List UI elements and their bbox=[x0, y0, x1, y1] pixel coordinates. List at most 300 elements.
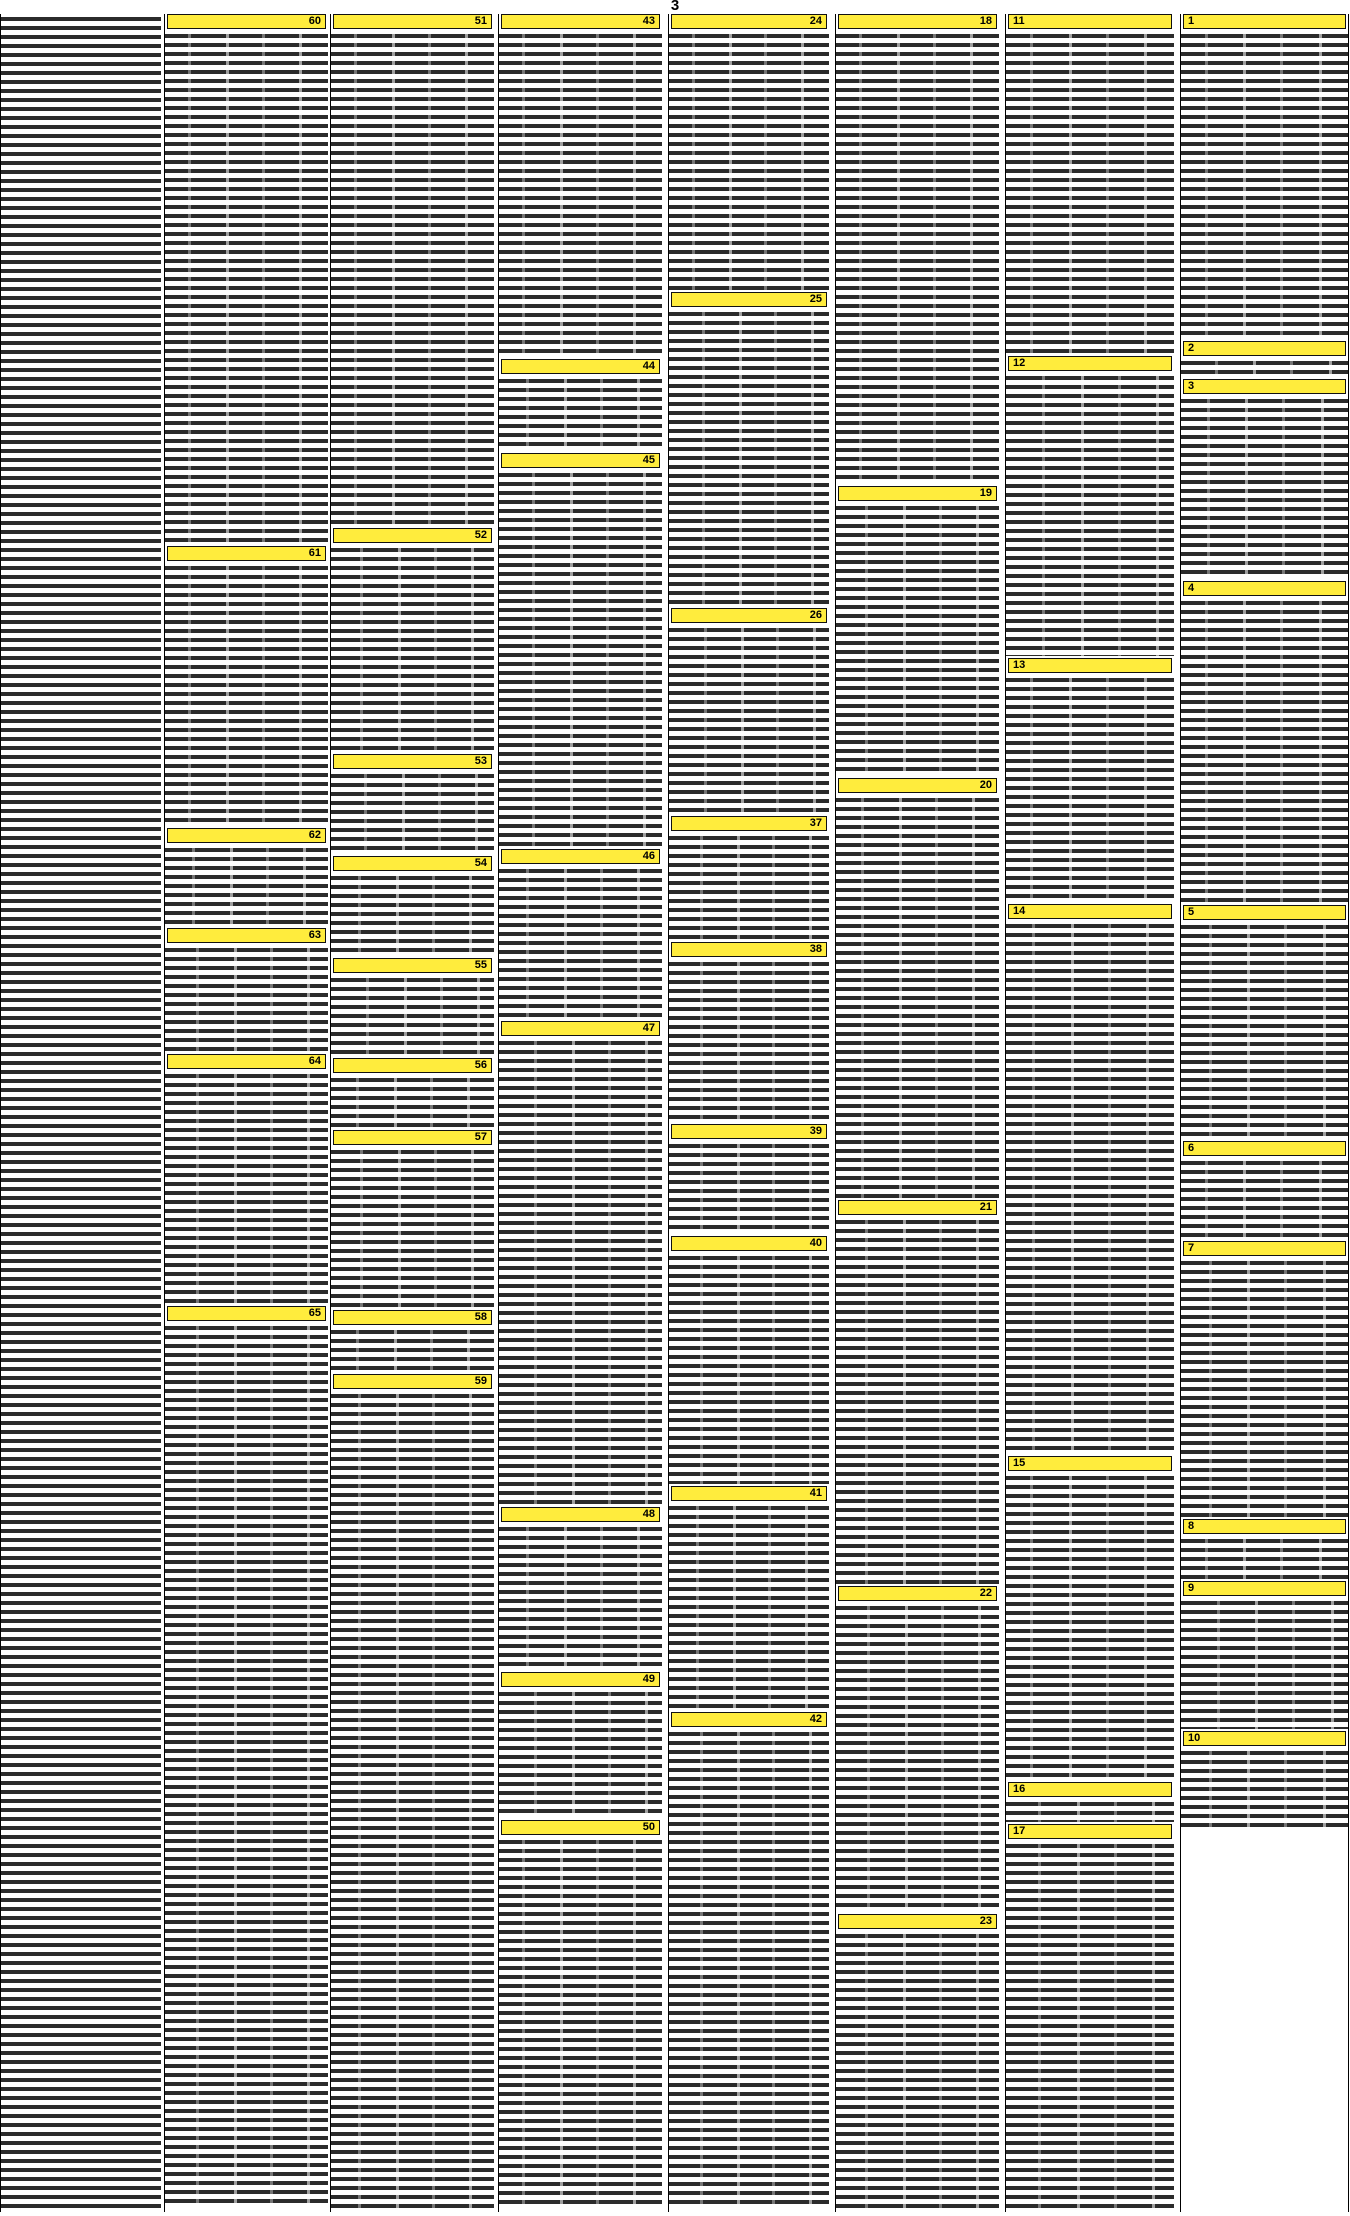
word-gap bbox=[307, 1323, 310, 2208]
item-number: 43 bbox=[642, 15, 655, 27]
word-gap bbox=[188, 563, 191, 826]
word-gap bbox=[1069, 31, 1072, 354]
word-gap bbox=[570, 470, 573, 847]
item-number-bar bbox=[501, 1021, 660, 1036]
word-gap bbox=[560, 1837, 563, 2208]
news-item bbox=[836, 778, 999, 1198]
word-gap bbox=[1144, 31, 1147, 354]
news-item bbox=[331, 1310, 494, 1372]
word-gap bbox=[467, 1075, 470, 1128]
news-item bbox=[836, 1200, 999, 1584]
word-gap bbox=[772, 1253, 775, 1484]
word-gap bbox=[741, 625, 744, 814]
word-gap bbox=[737, 1729, 740, 2208]
item-text-block bbox=[1006, 1799, 1174, 1822]
item-number-bar bbox=[671, 942, 827, 957]
item-number: 15 bbox=[1013, 1457, 1026, 1469]
word-gap bbox=[564, 866, 567, 1019]
news-item bbox=[499, 1672, 662, 1818]
item-number-bar bbox=[671, 816, 827, 831]
word-gap bbox=[972, 795, 975, 1198]
word-gap bbox=[1215, 358, 1218, 377]
item-number: 14 bbox=[1013, 905, 1026, 917]
word-gap bbox=[737, 1141, 740, 1234]
item-number: 51 bbox=[474, 15, 487, 27]
word-gap bbox=[522, 1837, 525, 2208]
word-gap bbox=[1245, 396, 1248, 579]
item-number-bar bbox=[1008, 14, 1172, 29]
item-number: 54 bbox=[474, 857, 487, 869]
item-number-bar bbox=[1183, 905, 1346, 920]
news-item bbox=[499, 1820, 662, 2208]
word-gap bbox=[596, 1837, 599, 2208]
item-text-block bbox=[836, 503, 999, 776]
item-text-block bbox=[499, 31, 662, 357]
text-lines bbox=[331, 1147, 494, 1308]
item-text-block bbox=[331, 31, 494, 526]
word-gap bbox=[299, 31, 302, 544]
word-gap bbox=[356, 1327, 359, 1372]
word-gap bbox=[606, 470, 609, 847]
word-gap bbox=[1284, 1748, 1287, 1827]
item-number: 37 bbox=[809, 817, 822, 829]
word-gap bbox=[700, 1141, 703, 1234]
text-lines bbox=[331, 975, 494, 1056]
item-text-block bbox=[1181, 922, 1348, 1139]
word-gap bbox=[262, 31, 265, 544]
item-number-bar bbox=[838, 1586, 997, 1601]
word-gap bbox=[600, 866, 603, 1019]
word-gap bbox=[1146, 921, 1149, 1454]
word-gap bbox=[905, 1603, 908, 1912]
item-number: 12 bbox=[1013, 357, 1026, 369]
item-text-block bbox=[1181, 1748, 1348, 1827]
news-item bbox=[331, 1374, 494, 2208]
word-gap bbox=[475, 771, 478, 854]
item-text-block bbox=[331, 1327, 494, 1372]
news-item bbox=[331, 14, 494, 526]
item-text-block bbox=[1181, 598, 1348, 903]
item-text-block bbox=[836, 1931, 999, 2208]
word-gap bbox=[899, 795, 902, 1198]
word-gap bbox=[1030, 1473, 1033, 1780]
item-number-bar bbox=[333, 856, 492, 871]
word-gap bbox=[1243, 1536, 1246, 1579]
item-number: 53 bbox=[474, 755, 487, 767]
item-number: 60 bbox=[308, 15, 321, 27]
word-gap bbox=[935, 795, 938, 1198]
word-gap bbox=[396, 1391, 399, 2208]
news-item bbox=[1006, 1456, 1174, 1780]
text-lines bbox=[1006, 1799, 1174, 1822]
item-number-bar bbox=[333, 754, 492, 769]
word-gap bbox=[356, 1075, 359, 1128]
item-number: 64 bbox=[308, 1055, 321, 1067]
item-number: 7 bbox=[1188, 1242, 1195, 1254]
item-number-bar bbox=[1183, 14, 1346, 29]
item-text-block bbox=[165, 1323, 328, 2208]
news-item bbox=[331, 754, 494, 854]
word-gap bbox=[358, 873, 361, 956]
word-gap bbox=[1106, 1473, 1109, 1780]
word-gap bbox=[700, 959, 703, 1122]
word-gap bbox=[1321, 396, 1324, 579]
item-text-block bbox=[669, 1141, 829, 1234]
item-number: 26 bbox=[809, 609, 822, 621]
word-gap bbox=[1077, 1799, 1080, 1822]
news-item bbox=[669, 816, 829, 940]
item-text-block bbox=[331, 873, 494, 956]
word-gap bbox=[813, 625, 816, 814]
word-gap bbox=[1038, 1799, 1041, 1822]
item-number-bar bbox=[167, 1054, 326, 1069]
word-gap bbox=[394, 1075, 397, 1128]
item-text-block bbox=[669, 1729, 829, 2208]
word-gap bbox=[396, 873, 399, 956]
word-gap bbox=[477, 975, 480, 1056]
word-gap bbox=[941, 1603, 944, 1912]
word-gap bbox=[402, 771, 405, 854]
word-gap bbox=[440, 975, 443, 1056]
text-lines bbox=[836, 1217, 999, 1584]
item-number-bar bbox=[501, 359, 660, 374]
text-lines bbox=[669, 1253, 829, 1484]
item-number: 45 bbox=[642, 454, 655, 466]
item-number: 55 bbox=[474, 959, 487, 971]
word-gap bbox=[903, 1217, 906, 1584]
text-lines bbox=[836, 1603, 999, 1912]
item-number-bar bbox=[501, 1820, 660, 1835]
word-gap bbox=[978, 1603, 981, 1912]
word-gap bbox=[398, 1147, 401, 1308]
news-item bbox=[836, 486, 999, 776]
word-gap bbox=[270, 1071, 273, 1304]
item-number-bar bbox=[1008, 356, 1172, 371]
word-gap bbox=[1247, 1258, 1250, 1517]
word-gap bbox=[532, 470, 535, 847]
news-item bbox=[165, 546, 328, 826]
item-text-block bbox=[1006, 373, 1174, 656]
word-gap bbox=[801, 31, 804, 290]
item-text-block bbox=[669, 31, 829, 290]
item-number-bar bbox=[838, 778, 997, 793]
item-number: 61 bbox=[308, 547, 321, 559]
page-number: 3 bbox=[670, 0, 680, 14]
word-gap bbox=[733, 1503, 736, 1710]
news-item bbox=[1006, 14, 1174, 354]
word-gap bbox=[637, 376, 640, 451]
news-item bbox=[499, 453, 662, 847]
word-gap bbox=[696, 1503, 699, 1710]
word-gap bbox=[270, 945, 273, 1052]
word-gap bbox=[430, 1327, 433, 1372]
item-number-bar bbox=[1183, 581, 1346, 596]
item-text-block bbox=[331, 1391, 494, 2208]
word-gap bbox=[430, 1075, 433, 1128]
word-gap bbox=[1038, 1841, 1041, 2208]
text-lines bbox=[331, 545, 494, 752]
word-gap bbox=[394, 1327, 397, 1372]
item-number: 58 bbox=[474, 1311, 487, 1323]
word-gap bbox=[859, 31, 862, 484]
news-item bbox=[1181, 341, 1348, 377]
word-gap bbox=[700, 833, 703, 940]
item-text-block bbox=[499, 1038, 662, 1505]
item-text-block bbox=[669, 833, 829, 940]
news-item bbox=[669, 14, 829, 290]
word-gap bbox=[1106, 675, 1109, 902]
word-gap bbox=[522, 31, 525, 357]
text-lines bbox=[331, 771, 494, 854]
item-text-block bbox=[165, 845, 328, 926]
item-number-bar bbox=[1183, 1731, 1346, 1746]
word-gap bbox=[196, 1323, 199, 2208]
word-gap bbox=[432, 1391, 435, 2208]
item-number-bar bbox=[671, 608, 827, 623]
news-item bbox=[669, 1712, 829, 2208]
item-number-bar bbox=[1183, 1581, 1346, 1596]
news-column-3 bbox=[835, 14, 999, 2212]
item-number-bar bbox=[333, 1058, 492, 1073]
news-item bbox=[1181, 1241, 1348, 1517]
text-lines bbox=[1006, 373, 1174, 656]
word-gap bbox=[596, 31, 599, 357]
item-number-bar bbox=[333, 958, 492, 973]
word-gap bbox=[1329, 358, 1332, 377]
item-text-block bbox=[165, 945, 328, 1052]
word-gap bbox=[434, 1147, 437, 1308]
text-lines bbox=[669, 625, 829, 814]
word-gap bbox=[1319, 31, 1322, 339]
item-text-block bbox=[331, 1075, 494, 1128]
word-gap bbox=[768, 1503, 771, 1710]
item-number-bar bbox=[1183, 1141, 1346, 1156]
item-number-bar bbox=[501, 1672, 660, 1687]
word-gap bbox=[809, 1141, 812, 1234]
word-gap bbox=[230, 845, 233, 926]
news-item bbox=[1006, 1782, 1174, 1822]
item-text-block bbox=[165, 1071, 328, 1304]
item-number: 19 bbox=[979, 487, 992, 499]
word-gap bbox=[970, 31, 973, 484]
word-gap bbox=[865, 503, 868, 776]
item-number: 41 bbox=[809, 1487, 822, 1499]
item-number-bar bbox=[671, 14, 827, 29]
news-item bbox=[1181, 581, 1348, 903]
word-gap bbox=[637, 866, 640, 1019]
word-gap bbox=[360, 545, 363, 752]
item-number: 50 bbox=[642, 1821, 655, 1833]
word-gap bbox=[526, 866, 529, 1019]
item-number: 9 bbox=[1188, 1582, 1195, 1594]
word-gap bbox=[234, 945, 237, 1052]
news-item bbox=[499, 1021, 662, 1505]
word-gap bbox=[903, 1931, 906, 2208]
item-number: 46 bbox=[642, 850, 655, 862]
news-item bbox=[1006, 658, 1174, 902]
word-gap bbox=[398, 545, 401, 752]
word-gap bbox=[1081, 373, 1084, 656]
item-text-block bbox=[165, 563, 328, 826]
word-gap bbox=[1030, 31, 1033, 354]
item-number: 5 bbox=[1188, 906, 1195, 918]
word-gap bbox=[1152, 1799, 1155, 1822]
word-gap bbox=[1280, 1158, 1283, 1239]
word-gap bbox=[1156, 373, 1159, 656]
item-number: 23 bbox=[979, 1915, 992, 1927]
word-gap bbox=[1118, 373, 1121, 656]
word-gap bbox=[366, 975, 369, 1056]
news-item bbox=[331, 1058, 494, 1128]
item-number: 1 bbox=[1188, 15, 1195, 27]
word-gap bbox=[867, 1603, 870, 1912]
word-gap bbox=[633, 1837, 636, 2208]
word-gap bbox=[1032, 921, 1035, 1454]
item-number-bar bbox=[1183, 379, 1346, 394]
item-text-block bbox=[165, 31, 328, 544]
news-item bbox=[1006, 356, 1174, 656]
item-text-block bbox=[331, 1147, 494, 1308]
item-text-block bbox=[669, 309, 829, 606]
word-gap bbox=[1255, 1598, 1258, 1729]
item-text-block bbox=[1006, 31, 1174, 354]
item-text-block bbox=[499, 1689, 662, 1818]
word-gap bbox=[1069, 1473, 1072, 1780]
news-item bbox=[499, 1507, 662, 1670]
word-gap bbox=[897, 31, 900, 484]
word-gap bbox=[1205, 31, 1208, 339]
text-lines bbox=[165, 1071, 328, 1304]
word-gap bbox=[865, 1217, 868, 1584]
word-gap bbox=[939, 1217, 942, 1584]
news-item bbox=[669, 1124, 829, 1234]
word-gap bbox=[354, 31, 357, 526]
item-number: 24 bbox=[809, 15, 822, 27]
news-item bbox=[1181, 379, 1348, 579]
news-item bbox=[669, 1486, 829, 1710]
word-gap bbox=[700, 1729, 703, 2208]
word-gap bbox=[933, 31, 936, 484]
word-gap bbox=[404, 975, 407, 1056]
item-number: 52 bbox=[474, 529, 487, 541]
word-gap bbox=[1323, 1258, 1326, 1517]
word-gap bbox=[1030, 675, 1033, 902]
word-gap bbox=[469, 1391, 472, 2208]
word-gap bbox=[471, 1147, 474, 1308]
word-gap bbox=[608, 1038, 611, 1505]
item-text-block bbox=[499, 866, 662, 1019]
word-gap bbox=[392, 31, 395, 526]
item-number: 22 bbox=[979, 1587, 992, 1599]
news-item bbox=[669, 292, 829, 606]
word-gap bbox=[360, 1147, 363, 1308]
item-number: 21 bbox=[979, 1201, 992, 1213]
item-number-bar bbox=[1008, 1782, 1172, 1797]
item-number: 25 bbox=[809, 293, 822, 305]
word-gap bbox=[465, 31, 468, 526]
item-text-block bbox=[836, 1217, 999, 1584]
item-text-block bbox=[1181, 1536, 1348, 1579]
item-number: 13 bbox=[1013, 659, 1026, 671]
column-text-block bbox=[1, 14, 161, 2212]
item-number-bar bbox=[1008, 1456, 1172, 1471]
news-item bbox=[1181, 1581, 1348, 1729]
word-gap bbox=[1209, 1258, 1212, 1517]
item-number-bar bbox=[167, 1306, 326, 1321]
text-lines bbox=[669, 1141, 829, 1234]
text-lines bbox=[836, 1931, 999, 2208]
word-gap bbox=[1114, 1841, 1117, 2208]
text-lines bbox=[669, 959, 829, 1122]
word-gap bbox=[1243, 31, 1246, 339]
word-gap bbox=[1243, 598, 1246, 903]
news-item bbox=[331, 1130, 494, 1308]
word-gap bbox=[1319, 598, 1322, 903]
item-text-block bbox=[836, 1603, 999, 1912]
text-lines bbox=[669, 833, 829, 940]
word-gap bbox=[572, 1038, 575, 1505]
item-number-bar bbox=[167, 546, 326, 561]
word-gap bbox=[438, 771, 441, 854]
text-lines bbox=[669, 309, 829, 606]
word-gap bbox=[1292, 1598, 1295, 1729]
word-gap bbox=[471, 545, 474, 752]
item-number-bar bbox=[671, 1486, 827, 1501]
word-gap bbox=[1331, 1598, 1334, 1729]
word-gap bbox=[633, 31, 636, 357]
item-text-block bbox=[1006, 675, 1174, 902]
item-number: 8 bbox=[1188, 1520, 1195, 1532]
word-gap bbox=[704, 625, 707, 814]
item-text-block bbox=[1006, 921, 1174, 1454]
word-gap bbox=[976, 503, 979, 776]
word-gap bbox=[564, 1524, 567, 1670]
word-gap bbox=[729, 31, 732, 290]
word-gap bbox=[534, 1689, 537, 1818]
word-gap bbox=[1207, 396, 1210, 579]
item-text-block bbox=[1181, 358, 1348, 377]
word-gap bbox=[358, 1391, 361, 2208]
word-gap bbox=[307, 945, 310, 1052]
news-item bbox=[836, 14, 999, 484]
word-gap bbox=[1290, 358, 1293, 377]
item-number-bar bbox=[671, 1124, 827, 1139]
word-gap bbox=[737, 1253, 740, 1484]
word-gap bbox=[700, 1253, 703, 1484]
word-gap bbox=[1284, 1258, 1287, 1517]
word-gap bbox=[188, 31, 191, 544]
word-gap bbox=[1152, 1841, 1155, 2208]
word-gap bbox=[1280, 598, 1283, 903]
item-text-block bbox=[1181, 1158, 1348, 1239]
item-number: 57 bbox=[474, 1131, 487, 1143]
item-text-block bbox=[836, 795, 999, 1198]
item-text-block bbox=[836, 31, 999, 484]
item-number-bar bbox=[838, 1914, 997, 1929]
item-number: 44 bbox=[642, 360, 655, 372]
item-number: 2 bbox=[1188, 342, 1195, 354]
word-gap bbox=[469, 873, 472, 956]
item-text-block bbox=[499, 470, 662, 847]
item-number-bar bbox=[671, 1712, 827, 1727]
word-gap bbox=[1108, 921, 1111, 1454]
word-gap bbox=[737, 959, 740, 1122]
item-number: 4 bbox=[1188, 582, 1195, 594]
news-item bbox=[1181, 905, 1348, 1139]
word-gap bbox=[564, 376, 567, 451]
word-gap bbox=[299, 563, 302, 826]
item-number-bar bbox=[1183, 341, 1346, 356]
